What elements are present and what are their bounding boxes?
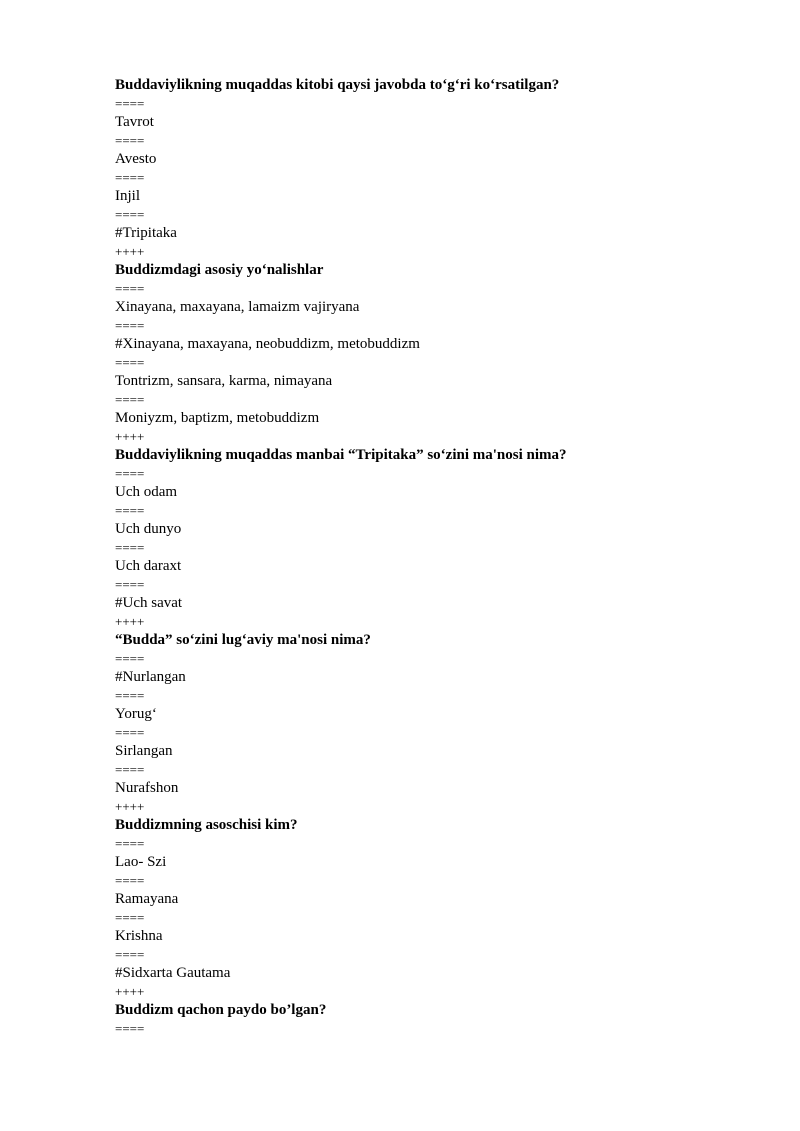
- answer-option: Moniyzm, baptizm, metobuddizm: [115, 410, 320, 426]
- answer-option: Yorug‘: [115, 706, 157, 722]
- answer-option: #Uch savat: [115, 595, 183, 611]
- answer-separator: ====: [115, 95, 145, 111]
- answer-option: Uch dunyo: [115, 521, 182, 537]
- answer-separator: ====: [115, 576, 145, 592]
- answer-separator: ====: [115, 132, 145, 148]
- question-text: Buddaviylikning muqaddas manbai “Tripitaka” so‘zini ma'nosi nima?: [115, 447, 567, 463]
- question-text: “Budda” so‘zini lug‘aviy ma'nosi nima?: [115, 632, 371, 648]
- answer-separator: ====: [115, 761, 145, 777]
- answer-separator: ====: [115, 391, 145, 407]
- answer-separator: ====: [115, 687, 145, 703]
- answer-option: Xinayana, maxayana, lamaizm vajiryana: [115, 299, 360, 315]
- answer-option: #Tripitaka: [115, 225, 177, 241]
- answer-option: #Nurlangan: [115, 669, 186, 685]
- answer-separator: ====: [115, 354, 145, 370]
- answer-option: Avesto: [115, 151, 157, 167]
- answer-separator: ====: [115, 206, 145, 222]
- answer-option: #Sidxarta Gautama: [115, 965, 231, 981]
- answer-option: Tontrizm, sansara, karma, nimayana: [115, 373, 333, 389]
- answer-separator: ====: [115, 169, 145, 185]
- question-text: Buddizmdagi asosiy yo‘nalishlar: [115, 262, 324, 278]
- question-text: Buddizm qachon paydo bo’lgan?: [115, 1002, 327, 1018]
- answer-option: Uch daraxt: [115, 558, 182, 574]
- answer-option: Nurafshon: [115, 780, 179, 796]
- answer-separator: ====: [115, 502, 145, 518]
- answer-separator: ====: [115, 280, 145, 296]
- document-page: [115, 76, 735, 1038]
- question-separator: ++++: [115, 798, 145, 814]
- answer-option: Uch odam: [115, 484, 178, 500]
- question-text: Buddizmning asoschisi kim?: [115, 817, 298, 833]
- answer-option: Tavrot: [115, 114, 154, 130]
- answer-separator: ====: [115, 872, 145, 888]
- question-text: Buddaviylikning muqaddas kitobi qaysi javobda to‘g‘ri ko‘rsatilgan?: [115, 77, 560, 93]
- answer-separator: ====: [115, 1020, 145, 1036]
- answer-separator: ====: [115, 317, 145, 333]
- answer-option: Sirlangan: [115, 743, 173, 759]
- answer-separator: ====: [115, 465, 145, 481]
- question-separator: ++++: [115, 243, 145, 259]
- question-separator: ++++: [115, 613, 145, 629]
- answer-option: Lao- Szi: [115, 854, 167, 870]
- answer-separator: ====: [115, 835, 145, 851]
- question-separator: ++++: [115, 428, 145, 444]
- answer-separator: ====: [115, 724, 145, 740]
- answer-separator: ====: [115, 946, 145, 962]
- answer-option: Injil: [115, 188, 140, 204]
- answer-option: Ramayana: [115, 891, 179, 907]
- answer-separator: ====: [115, 539, 145, 555]
- answer-option: Krishna: [115, 928, 163, 944]
- question-separator: ++++: [115, 983, 145, 999]
- answer-separator: ====: [115, 650, 145, 666]
- answer-option: #Xinayana, maxayana, neobuddizm, metobuddizm: [115, 336, 420, 352]
- answer-separator: ====: [115, 909, 145, 925]
